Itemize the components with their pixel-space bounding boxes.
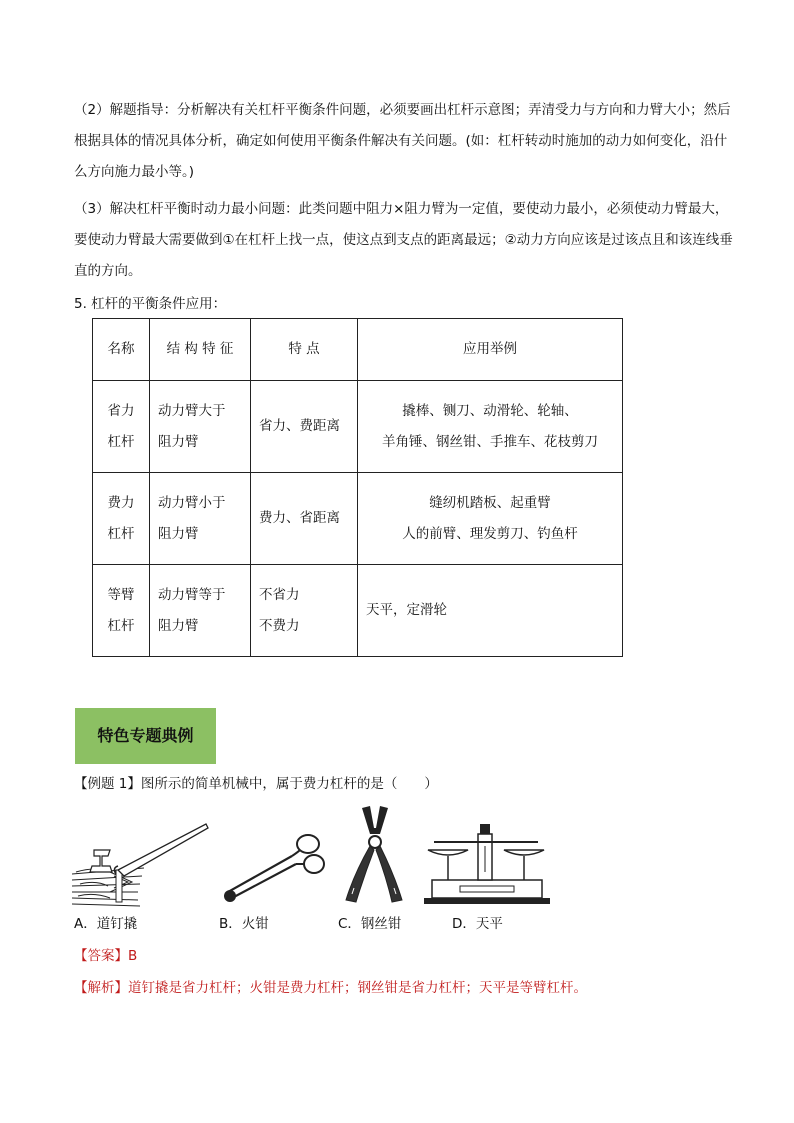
option-c: C．钢丝钳 (338, 916, 402, 932)
table-row (93, 565, 623, 657)
cell-structure: 动力臂等于 阻力臂 (150, 565, 251, 657)
balance-scale-figure (420, 820, 552, 908)
cell-feature: 不省力 不费力 (251, 565, 358, 657)
option-b: B．火钳 (219, 916, 269, 932)
cell-structure: 动力臂大于 阻力臂 (150, 381, 251, 473)
example-question (74, 772, 438, 792)
option-d: D．天平 (452, 916, 503, 932)
analysis-line (74, 976, 587, 996)
answer-line (74, 944, 137, 964)
cell-examples: 缝纫机踏板、起重臂 人的前臂、理发剪刀、钓鱼杆 (358, 473, 623, 565)
analysis-tag: 【解析】 (74, 980, 128, 996)
analysis-text: 道钉撬是省力杠杆；火钳是费力杠杆；钢丝钳是省力杠杆；天平是等臂杠杆。 (128, 980, 587, 996)
cell-name: 费力 杠杆 (93, 473, 150, 565)
lever-table (92, 318, 623, 657)
cell-structure: 动力臂小于 阻力臂 (150, 473, 251, 565)
section-banner (75, 708, 216, 764)
fire-tongs-figure (218, 832, 330, 908)
table-header-row (93, 319, 623, 381)
header-feature: 特 点 (251, 319, 358, 381)
guide-paragraph-2: （2）解题指导：分析解决有关杠杆平衡条件问题，必须要画出杠杆示意图；弄清受力与方向和力臂大小；然后根据具体的情况具体分析，确定如何使用平衡条件解决有关问题。(如：杠杆转动时施加的动力如何变化，沿什么方向施力最小等。) (74, 102, 731, 180)
example-question-text: 图所示的简单机械中，属于费力杠杆的是（ ） (140, 776, 438, 792)
option-a: A．道钉撬 (74, 916, 138, 932)
pliers-figure (340, 804, 412, 908)
header-examples: 应用举例 (358, 319, 623, 381)
banner-title: 特色专题典例 (97, 726, 194, 745)
example-tag: 【例题 1】 (74, 776, 141, 792)
section-heading-5: 5. 杠杆的平衡条件应用： (74, 296, 227, 312)
cell-examples: 撬棒、铡刀、动滑轮、轮轴、 羊角锤、钢丝钳、手推车、花枝剪刀 (358, 381, 623, 473)
cell-name: 等臂 杠杆 (93, 565, 150, 657)
answer-tag: 【答案】 (74, 948, 128, 964)
answer-value: B (128, 948, 138, 964)
cell-feature: 费力、省距离 (251, 473, 358, 565)
table-row (93, 381, 623, 473)
header-name: 名称 (93, 319, 150, 381)
cell-name: 省力 杠杆 (93, 381, 150, 473)
cell-feature: 省力、费距离 (251, 381, 358, 473)
guide-paragraph-3: （3）解决杠杆平衡时动力最小问题：此类问题中阻力×阻力臂为一定值，要使动力最小，必须使动力臂最大，要使动力臂最大需要做到①在杠杆上找一点，使这点到支点的距离最远；②动力方向应该是过该点且和该连线垂直的方向。 (74, 201, 733, 279)
table-row (93, 473, 623, 565)
rail-spike-puller-figure (72, 822, 212, 908)
cell-examples: 天平，定滑轮 (358, 565, 623, 657)
header-structure: 结 构 特 征 (150, 319, 251, 381)
